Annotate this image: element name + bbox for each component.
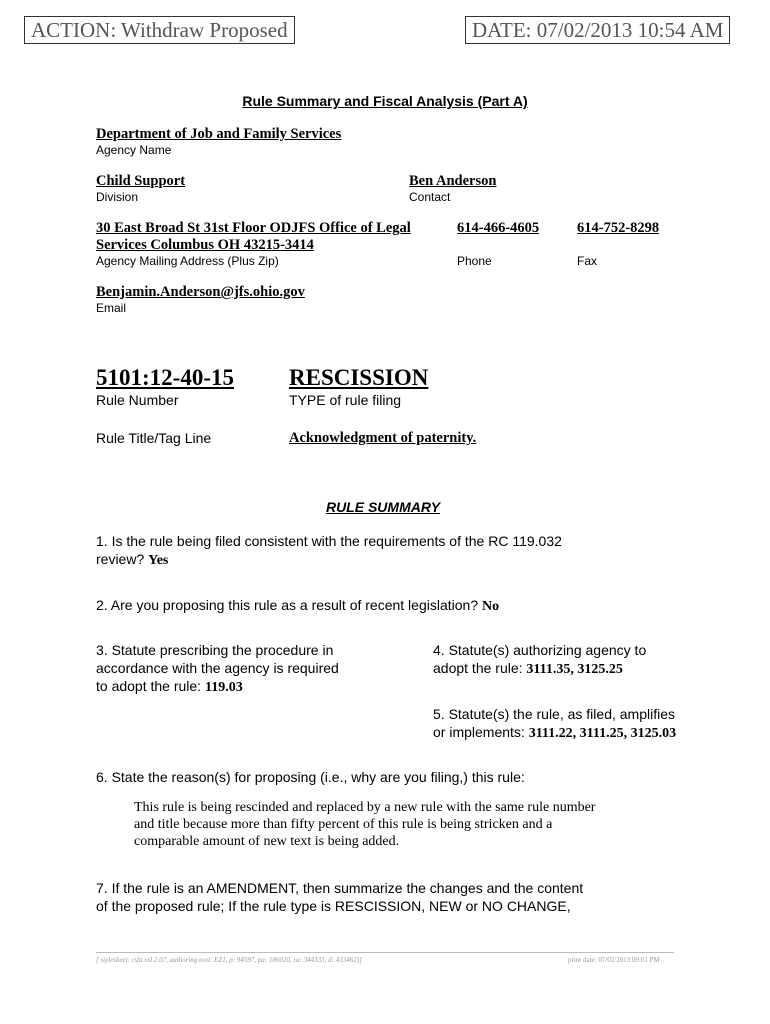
summary-heading: RULE SUMMARY xyxy=(325,499,441,515)
q3-answer: 119.03 xyxy=(204,680,243,695)
q1-answer: Yes xyxy=(148,553,169,568)
agency-name-label: Agency Name xyxy=(96,143,172,157)
phone-label: Phone xyxy=(457,254,492,268)
doc-title: Rule Summary and Fiscal Analysis (Part A) xyxy=(242,93,528,109)
fax-label: Fax xyxy=(577,254,598,268)
rule-type-label: TYPE of rule filing xyxy=(289,392,402,408)
footer-rule xyxy=(96,952,674,953)
email-value: Benjamin.Anderson@jfs.ohio.gov xyxy=(96,284,305,300)
contact-value: Ben Anderson xyxy=(409,173,497,189)
address-line2: Services Columbus OH 43215-3414 xyxy=(96,237,314,253)
q5-answer: 3111.22, 3111.25, 3125.03 xyxy=(528,726,677,741)
q2-text: 2. Are you proposing this rule as a result of recent legislation? xyxy=(96,597,479,613)
fax-value: 614-752-8298 xyxy=(577,220,660,236)
q4-line2: adopt the rule: xyxy=(433,660,523,676)
q6-answer-line1: This rule is being rescinded and replaced by a new rule with the same rule number xyxy=(134,800,596,815)
q3-line3: to adopt the rule: xyxy=(96,678,202,694)
q6-answer-line3: comparable amount of new text is being added. xyxy=(134,834,400,849)
action-box xyxy=(24,16,295,44)
q2-answer: No xyxy=(482,599,500,614)
contact-label: Contact xyxy=(409,190,451,204)
rule-title: Acknowledgment of paternity. xyxy=(289,430,477,446)
rule-title-label: Rule Title/Tag Line xyxy=(96,430,212,446)
footer-right: print date: 07/02/2013 09:01 PM xyxy=(568,956,660,964)
date-text: DATE: 07/02/2013 10:54 AM xyxy=(472,18,724,42)
q1-line2: review? xyxy=(96,551,145,567)
email-label: Email xyxy=(96,301,127,315)
q5-line2: or implements: xyxy=(433,724,525,740)
q4-answer: 3111.35, 3125.25 xyxy=(526,662,623,677)
q4-line1: 4. Statute(s) authorizing agency to xyxy=(433,642,647,658)
division-label: Division xyxy=(96,190,139,204)
q7-line1: 7. If the rule is an AMENDMENT, then summarize the changes and the content xyxy=(96,880,584,896)
address-label: Agency Mailing Address (Plus Zip) xyxy=(96,254,279,268)
q7-line2: of the proposed rule; If the rule type is RESCISSION, NEW or NO CHANGE, xyxy=(96,898,571,914)
q1-line1: 1. Is the rule being filed consistent with the requirements of the RC 119.032 xyxy=(96,533,562,549)
date-box xyxy=(465,16,730,44)
action-text: ACTION: Withdraw Proposed xyxy=(31,18,288,42)
rule-type: RESCISSION xyxy=(289,365,429,390)
division-value: Child Support xyxy=(96,173,186,189)
q6-text: 6. State the reason(s) for proposing (i.e., why are you filing,) this rule: xyxy=(96,769,525,785)
q3-line2: accordance with the agency is required xyxy=(96,660,339,676)
q6-answer-line2: and title because more than fifty percent of this rule is being stricken and a xyxy=(134,817,553,832)
rule-number-label: Rule Number xyxy=(96,392,179,408)
footer-left: [ stylesheet: rsfa.xsl 2.07, authoring tool: EZ1, p: 94597, pa: 186020, ra: 344333, d: 433462)] xyxy=(96,956,362,964)
address-line1: 30 East Broad St 31st Floor ODJFS Office of Legal xyxy=(96,220,411,236)
q5-line1: 5. Statute(s) the rule, as filed, amplifies xyxy=(433,706,675,722)
rule-number: 5101:12-40-15 xyxy=(96,365,234,390)
phone-value: 614-466-4605 xyxy=(457,220,540,236)
agency-name: Department of Job and Family Services xyxy=(96,126,342,142)
q3-line1: 3. Statute prescribing the procedure in xyxy=(96,642,334,658)
